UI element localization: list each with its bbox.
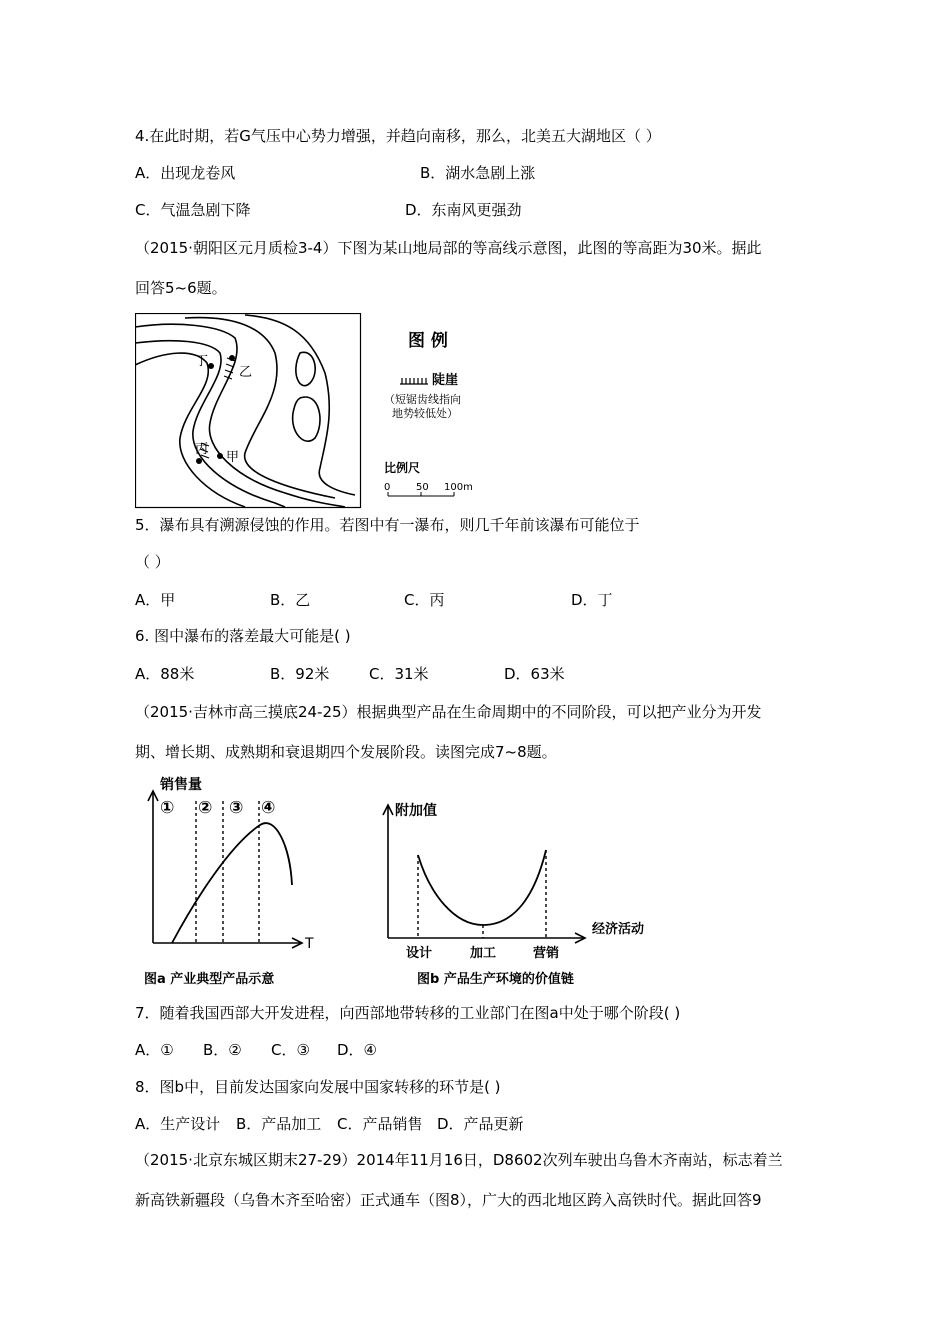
fig-b-stage-design: 设计 bbox=[406, 946, 433, 961]
fig-a-stage-1: ① bbox=[160, 798, 175, 818]
point-bing bbox=[196, 458, 202, 464]
q5-blank: （ ） bbox=[135, 553, 170, 571]
legend-title: 图 例 bbox=[408, 331, 448, 351]
q6-stem: 6. 图中瀑布的落差最大可能是( ) bbox=[135, 627, 351, 645]
map-frame bbox=[136, 314, 361, 508]
cliff-note-1: （短锯齿线指向 bbox=[384, 393, 461, 406]
scale-label: 比例尺 bbox=[384, 461, 421, 475]
cliff-note-2: 地势较低处） bbox=[392, 407, 458, 420]
q5-option-a: A．甲 bbox=[135, 591, 176, 609]
intro2-line2: 期、增长期、成熟期和衰退期四个发展阶段。读图完成7~8题。 bbox=[135, 743, 557, 761]
q6-option-a: A．88米 bbox=[135, 665, 195, 683]
q6-option-b: B．92米 bbox=[270, 665, 330, 683]
map-legend bbox=[378, 322, 488, 502]
q4-option-a: A．出现龙卷风 bbox=[135, 164, 236, 182]
fig-b-stage-processing: 加工 bbox=[470, 946, 497, 961]
fig-b-stage-marketing: 营销 bbox=[533, 946, 560, 961]
q8-option-a: A．生产设计 bbox=[135, 1115, 221, 1133]
fig-b-caption: 图b 产品生产环境的价值链 bbox=[417, 972, 574, 987]
fig-b-ylabel: 附加值 bbox=[395, 803, 437, 819]
q5-option-b: B．乙 bbox=[270, 591, 311, 609]
fig-b-value-curve bbox=[418, 850, 546, 925]
fig-a-xlabel: T bbox=[305, 936, 314, 952]
label-yi: 乙 bbox=[239, 365, 253, 380]
point-jia bbox=[217, 453, 223, 459]
intro3-line1: （2015·北京东城区期末27-29）2014年11月16日，D8602次列车驶出乌鲁木齐南站，标志着兰 bbox=[135, 1151, 783, 1169]
q4-option-b: B．湖水急剧上涨 bbox=[420, 164, 536, 182]
cliff-label: 陡崖 bbox=[432, 373, 459, 388]
q5-stem: 5．瀑布具有溯源侵蚀的作用。若图中有一瀑布，则几千年前该瀑布可能位于 bbox=[135, 516, 640, 534]
intro1-line1: （2015·朝阳区元月质检3-4）下图为某山地局部的等高线示意图，此图的等高距为30米。据此 bbox=[135, 239, 762, 257]
q5-option-d: D．丁 bbox=[571, 591, 613, 609]
fig-a-stage-4: ④ bbox=[261, 798, 276, 818]
q7-option-b: B．② bbox=[203, 1041, 242, 1059]
q8-option-d: D．产品更新 bbox=[437, 1115, 524, 1133]
fig-a-sales-curve bbox=[172, 823, 292, 943]
q7-option-d: D．④ bbox=[337, 1041, 377, 1059]
scale-tick-100: 100m bbox=[444, 482, 473, 493]
q6-option-d: D．63米 bbox=[504, 665, 565, 683]
q4-stem: 4.在此时期，若G气压中心势力增强，并趋向南移，那么，北美五大湖地区（ ） bbox=[135, 127, 661, 145]
scale-tick-50: 50 bbox=[416, 482, 429, 493]
label-ding: 丁 bbox=[195, 354, 209, 369]
q7-option-c: C．③ bbox=[271, 1041, 310, 1059]
contour-map bbox=[135, 313, 365, 510]
q8-option-b: B．产品加工 bbox=[236, 1115, 322, 1133]
intro3-line2: 新高铁新疆段（乌鲁木齐至哈密）正式通车（图8），广大的西北地区跨入高铁时代。据此回答9 bbox=[135, 1191, 762, 1209]
q4-option-c: C．气温急剧下降 bbox=[135, 201, 251, 219]
point-yi bbox=[229, 355, 235, 361]
q4-option-d: D．东南风更强劲 bbox=[405, 201, 522, 219]
figure-b bbox=[375, 795, 665, 990]
fig-a-stage-2: ② bbox=[198, 798, 213, 818]
q6-option-c: C．31米 bbox=[369, 665, 429, 683]
fig-a-stage-3: ③ bbox=[229, 798, 244, 818]
intro1-line2: 回答5~6题。 bbox=[135, 279, 227, 297]
q8-option-c: C．产品销售 bbox=[337, 1115, 423, 1133]
label-bing: 丙 bbox=[195, 442, 209, 457]
q7-option-a: A．① bbox=[135, 1041, 174, 1059]
intro2-line1: （2015·吉林市高三摸底24-25）根据典型产品在生命周期中的不同阶段，可以把产业分为开发 bbox=[135, 703, 762, 721]
figure-a bbox=[140, 775, 340, 990]
q7-stem: 7．随着我国西部大开发进程，向西部地带转移的工业部门在图a中处于哪个阶段( ) bbox=[135, 1004, 681, 1022]
q5-option-c: C．丙 bbox=[404, 591, 445, 609]
scale-tick-0: 0 bbox=[384, 482, 391, 493]
fig-b-xlabel: 经济活动 bbox=[592, 922, 645, 937]
fig-a-caption: 图a 产业典型产品示意 bbox=[144, 972, 275, 987]
fig-a-ylabel: 销售量 bbox=[160, 777, 202, 793]
cliff-symbol-icon bbox=[400, 378, 428, 384]
q8-stem: 8．图b中，目前发达国家向发展中国家转移的环节是( ) bbox=[135, 1078, 501, 1096]
point-ding bbox=[208, 363, 214, 369]
label-jia: 甲 bbox=[226, 450, 240, 465]
